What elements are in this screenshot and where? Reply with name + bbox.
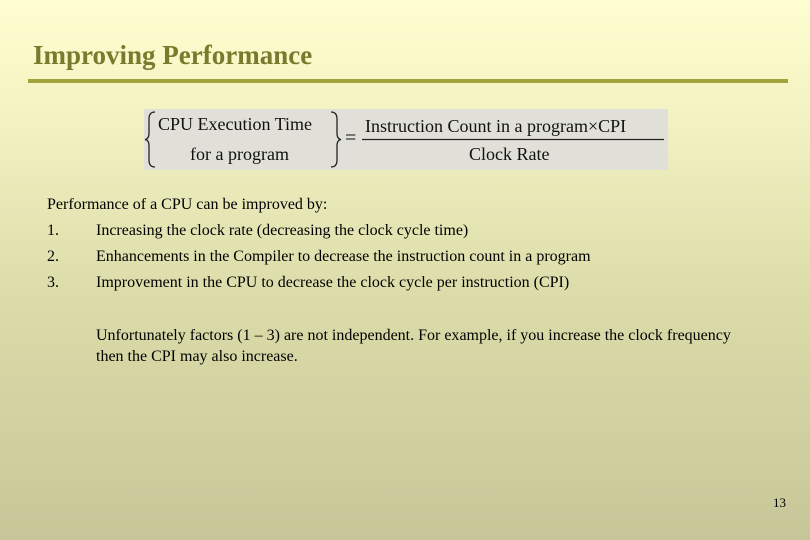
slide-title: Improving Performance [33,40,313,70]
note-paragraph: Unfortunately factors (1 – 3) are not independent. For example, if you increase the clock frequency then the CPI may also increase. [96,327,731,365]
cpu-time-formula [144,109,668,170]
intro-text: Performance of a CPU can be improved by: [47,196,328,213]
formula-lhs-line1: CPU Execution Time [158,114,313,134]
page-number: 13 [773,495,786,510]
list-item-text: Improvement in the CPU to decrease the clock cycle per instruction (CPI) [96,274,570,291]
formula-lhs-line2: for a program [190,144,289,164]
formula-denominator: Clock Rate [469,144,550,164]
list-item-number: 3. [47,274,59,291]
list-item-text: Enhancements in the Compiler to decrease the instruction count in a program [96,248,591,265]
list-item-text: Increasing the clock rate (decreasing the clock cycle time) [96,222,469,239]
list-item-number: 1. [47,222,59,239]
formula-equals: = [345,127,357,149]
title-divider [28,79,788,83]
formula-numerator: Instruction Count in a program×CPI [365,116,627,136]
list-item-number: 2. [47,248,59,265]
